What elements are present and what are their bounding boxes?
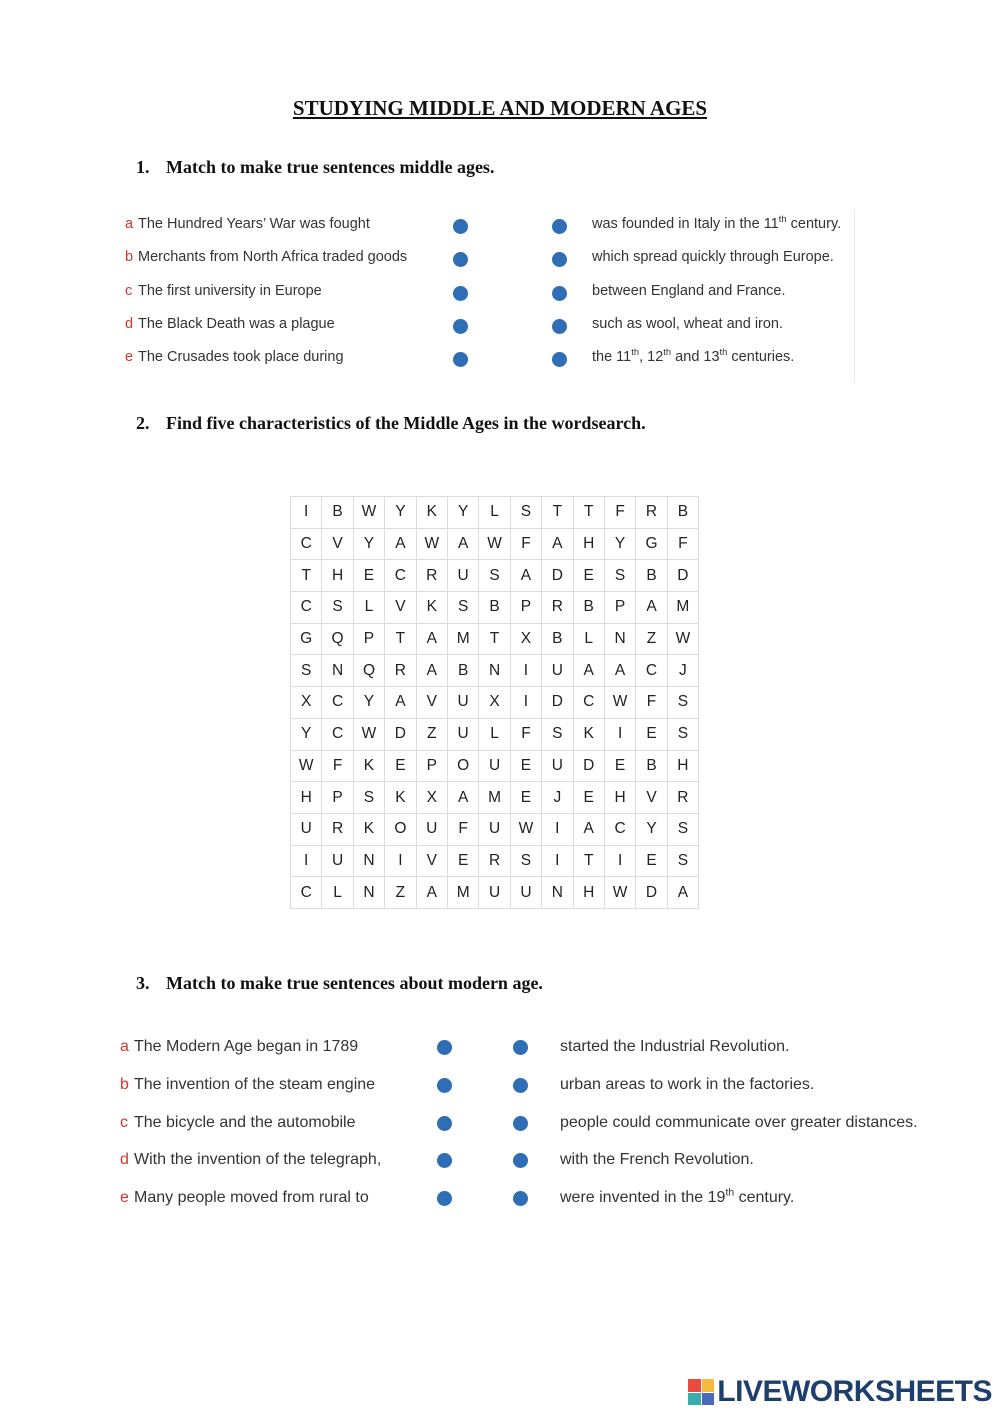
wordsearch-cell[interactable]: H: [573, 528, 604, 560]
wordsearch-cell[interactable]: O: [447, 750, 478, 782]
wordsearch-cell[interactable]: D: [542, 687, 573, 719]
wordsearch-cell[interactable]: R: [322, 813, 353, 845]
wordsearch-cell[interactable]: V: [416, 687, 447, 719]
wordsearch-cell[interactable]: C: [604, 813, 635, 845]
wordsearch-cell[interactable]: A: [416, 623, 447, 655]
wordsearch-row: [291, 528, 699, 560]
wordsearch-cell[interactable]: K: [573, 718, 604, 750]
left-connector-dot[interactable]: [453, 252, 468, 267]
wordsearch-cell[interactable]: A: [416, 877, 447, 909]
right-connector-dot[interactable]: [552, 352, 567, 367]
wordsearch-cell[interactable]: T: [573, 497, 604, 529]
wordsearch-cell[interactable]: Y: [604, 528, 635, 560]
wordsearch-cell[interactable]: U: [510, 877, 541, 909]
wordsearch-cell[interactable]: F: [604, 497, 635, 529]
wordsearch-cell[interactable]: M: [479, 782, 510, 814]
wordsearch-cell[interactable]: U: [447, 560, 478, 592]
wordsearch-cell[interactable]: L: [573, 623, 604, 655]
item-letter: c: [120, 1113, 128, 1131]
wordsearch-row: [291, 877, 699, 909]
right-connector-dot[interactable]: [513, 1040, 528, 1055]
match-row: [0, 1151, 1000, 1175]
wordsearch-cell[interactable]: O: [385, 813, 416, 845]
right-statement: such as wool, wheat and iron.: [592, 315, 784, 332]
left-statement: The Modern Age began in 1789: [134, 1038, 359, 1055]
wordsearch-cell[interactable]: J: [542, 782, 573, 814]
wordsearch-cell[interactable]: S: [667, 718, 698, 750]
section-number: 3.: [136, 973, 150, 993]
wordsearch-cell[interactable]: E: [573, 560, 604, 592]
right-statement: people could communicate over greater distances.: [560, 1113, 918, 1131]
right-connector-dot[interactable]: [513, 1116, 528, 1131]
wordsearch-cell[interactable]: X: [416, 782, 447, 814]
match-row: [0, 1076, 1000, 1100]
wordsearch-cell[interactable]: S: [322, 592, 353, 624]
wordsearch-grid: [290, 496, 699, 909]
wordsearch-cell[interactable]: K: [353, 813, 384, 845]
section-number: 2.: [136, 413, 150, 433]
wordsearch-row: [291, 750, 699, 782]
left-statement: The Crusades took place during: [138, 349, 344, 366]
wordsearch-cell[interactable]: F: [667, 528, 698, 560]
wordsearch-row: [291, 782, 699, 814]
wordsearch-cell[interactable]: D: [542, 560, 573, 592]
left-statement: The Black Death was a plague: [138, 315, 335, 332]
right-connector-dot[interactable]: [513, 1153, 528, 1168]
right-statement: which spread quickly through Europe.: [592, 249, 834, 266]
wordsearch-cell[interactable]: B: [479, 592, 510, 624]
wordsearch-cell[interactable]: W: [604, 877, 635, 909]
wordsearch-cell[interactable]: F: [636, 687, 667, 719]
section-2-heading: [136, 413, 646, 434]
wordsearch-cell[interactable]: A: [573, 655, 604, 687]
wordsearch-cell[interactable]: Y: [353, 687, 384, 719]
wordsearch-cell[interactable]: A: [447, 782, 478, 814]
wordsearch-cell[interactable]: I: [510, 655, 541, 687]
wordsearch-cell[interactable]: A: [510, 560, 541, 592]
wordsearch-cell[interactable]: Z: [385, 877, 416, 909]
left-statement: With the invention of the telegraph,: [134, 1151, 382, 1169]
wordsearch-cell[interactable]: N: [479, 655, 510, 687]
left-connector-dot[interactable]: [437, 1153, 452, 1168]
wordsearch-cell[interactable]: D: [573, 750, 604, 782]
wordsearch-cell[interactable]: T: [291, 560, 322, 592]
section-1-heading: [136, 157, 494, 178]
left-connector-dot[interactable]: [437, 1191, 452, 1206]
right-statement: was founded in Italy in the 11th century.: [592, 213, 842, 232]
wordsearch-cell[interactable]: E: [604, 750, 635, 782]
right-statement: the 11th, 12th and 13th centuries.: [592, 346, 795, 366]
wordsearch-cell[interactable]: T: [479, 623, 510, 655]
wordsearch-cell[interactable]: V: [322, 528, 353, 560]
wordsearch-cell[interactable]: P: [322, 782, 353, 814]
wordsearch-cell[interactable]: Z: [416, 718, 447, 750]
wordsearch-cell[interactable]: P: [604, 592, 635, 624]
wordsearch-cell[interactable]: H: [322, 560, 353, 592]
wordsearch-cell[interactable]: Y: [385, 497, 416, 529]
wordsearch-cell[interactable]: D: [385, 718, 416, 750]
wordsearch-cell[interactable]: P: [416, 750, 447, 782]
wordsearch-cell[interactable]: L: [479, 497, 510, 529]
wordsearch-cell[interactable]: V: [416, 845, 447, 877]
wordsearch-cell[interactable]: N: [353, 845, 384, 877]
wordsearch-cell[interactable]: I: [542, 845, 573, 877]
wordsearch-cell[interactable]: K: [416, 592, 447, 624]
right-connector-dot[interactable]: [513, 1078, 528, 1093]
divider: [854, 210, 855, 382]
wordsearch-cell[interactable]: P: [353, 623, 384, 655]
wordsearch-cell[interactable]: Q: [322, 623, 353, 655]
wordsearch-cell[interactable]: I: [542, 813, 573, 845]
wordsearch-cell[interactable]: X: [510, 623, 541, 655]
match-row: [0, 283, 1000, 307]
wordsearch-cell[interactable]: R: [667, 782, 698, 814]
wordsearch-cell[interactable]: R: [636, 497, 667, 529]
wordsearch-cell[interactable]: U: [479, 750, 510, 782]
wordsearch-cell[interactable]: S: [667, 845, 698, 877]
wordsearch-cell[interactable]: E: [510, 750, 541, 782]
right-connector-dot[interactable]: [513, 1191, 528, 1206]
wordsearch-cell[interactable]: S: [291, 655, 322, 687]
wordsearch-cell[interactable]: B: [636, 560, 667, 592]
wordsearch-cell[interactable]: P: [510, 592, 541, 624]
right-connector-dot[interactable]: [552, 286, 567, 301]
wordsearch-cell[interactable]: H: [667, 750, 698, 782]
wordsearch-cell[interactable]: U: [479, 813, 510, 845]
wordsearch-cell[interactable]: I: [291, 845, 322, 877]
right-connector-dot[interactable]: [552, 319, 567, 334]
left-statement: The bicycle and the automobile: [134, 1113, 356, 1131]
wordsearch-cell[interactable]: U: [291, 813, 322, 845]
wordsearch-cell[interactable]: S: [510, 497, 541, 529]
wordsearch-cell[interactable]: L: [479, 718, 510, 750]
wordsearch-cell[interactable]: F: [447, 813, 478, 845]
wordsearch-cell[interactable]: E: [353, 560, 384, 592]
left-connector-dot[interactable]: [453, 352, 468, 367]
wordsearch-cell[interactable]: I: [291, 497, 322, 529]
wordsearch-cell[interactable]: W: [416, 528, 447, 560]
left-connector-dot[interactable]: [437, 1078, 452, 1093]
wordsearch-cell[interactable]: N: [542, 877, 573, 909]
wordsearch-cell[interactable]: B: [573, 592, 604, 624]
item-letter: d: [120, 1151, 129, 1169]
match-row: [0, 1038, 1000, 1062]
match-row: [0, 1114, 1000, 1138]
wordsearch-cell[interactable]: C: [573, 687, 604, 719]
wordsearch-cell[interactable]: H: [573, 877, 604, 909]
wordsearch-cell[interactable]: T: [542, 497, 573, 529]
right-statement: started the Industrial Revolution.: [560, 1038, 790, 1055]
wordsearch-cell[interactable]: S: [447, 592, 478, 624]
left-statement: The first university in Europe: [138, 282, 322, 299]
wordsearch-cell[interactable]: N: [353, 877, 384, 909]
wordsearch-cell[interactable]: A: [636, 592, 667, 624]
match-row: [0, 249, 1000, 273]
wordsearch-cell[interactable]: D: [636, 877, 667, 909]
wordsearch-cell[interactable]: I: [604, 845, 635, 877]
wordsearch-cell[interactable]: K: [385, 782, 416, 814]
wordsearch-cell[interactable]: I: [510, 687, 541, 719]
left-statement: Many people moved from rural to: [134, 1189, 369, 1207]
match-row: [0, 1189, 1000, 1213]
wordsearch-cell[interactable]: W: [291, 750, 322, 782]
section-3-heading: [136, 973, 543, 994]
wordsearch-cell[interactable]: A: [667, 877, 698, 909]
wordsearch-cell[interactable]: E: [636, 718, 667, 750]
wordsearch-cell[interactable]: S: [542, 718, 573, 750]
wordsearch-cell[interactable]: S: [353, 782, 384, 814]
wordsearch-cell[interactable]: B: [322, 497, 353, 529]
section-heading-text: Match to make true sentences about modern age.: [166, 973, 543, 993]
section-heading-text: Find five characteristics of the Middle Ages in the wordsearch.: [166, 413, 646, 433]
liveworksheets-logo: [688, 1374, 992, 1410]
wordsearch-cell[interactable]: C: [291, 877, 322, 909]
wordsearch-cell[interactable]: N: [322, 655, 353, 687]
wordsearch-cell[interactable]: M: [447, 877, 478, 909]
right-connector-dot[interactable]: [552, 219, 567, 234]
wordsearch-cell[interactable]: S: [479, 560, 510, 592]
item-letter: d: [125, 315, 134, 332]
wordsearch-row: [291, 623, 699, 655]
wordsearch-cell[interactable]: M: [447, 623, 478, 655]
wordsearch-cell[interactable]: A: [542, 528, 573, 560]
left-statement: The Hundred Years’ War was fought: [138, 216, 370, 232]
wordsearch-cell[interactable]: M: [667, 592, 698, 624]
wordsearch-cell[interactable]: N: [604, 623, 635, 655]
wordsearch-cell[interactable]: F: [510, 718, 541, 750]
page-title: STUDYING MIDDLE AND MODERN AGES: [292, 96, 708, 120]
wordsearch-cell[interactable]: H: [291, 782, 322, 814]
wordsearch-cell[interactable]: C: [291, 528, 322, 560]
wordsearch-cell[interactable]: R: [542, 592, 573, 624]
wordsearch-row: [291, 497, 699, 529]
wordsearch-cell[interactable]: T: [385, 623, 416, 655]
wordsearch-row: [291, 718, 699, 750]
wordsearch-cell[interactable]: C: [636, 655, 667, 687]
wordsearch-cell[interactable]: T: [573, 845, 604, 877]
wordsearch-row: [291, 845, 699, 877]
wordsearch-cell[interactable]: W: [353, 718, 384, 750]
wordsearch-cell[interactable]: E: [636, 845, 667, 877]
wordsearch-cell[interactable]: Y: [353, 528, 384, 560]
wordsearch-cell[interactable]: V: [385, 592, 416, 624]
item-letter: b: [120, 1075, 129, 1093]
wordsearch-cell[interactable]: C: [291, 592, 322, 624]
wordsearch-cell[interactable]: E: [573, 782, 604, 814]
wordsearch-cell[interactable]: E: [385, 750, 416, 782]
match-row: [0, 316, 1000, 340]
wordsearch-cell[interactable]: S: [667, 813, 698, 845]
wordsearch-cell[interactable]: Y: [291, 718, 322, 750]
wordsearch-cell[interactable]: I: [604, 718, 635, 750]
wordsearch-cell[interactable]: E: [510, 782, 541, 814]
section-number: 1.: [136, 157, 150, 177]
wordsearch-cell[interactable]: J: [667, 655, 698, 687]
wordsearch-cell[interactable]: S: [510, 845, 541, 877]
wordsearch-cell[interactable]: U: [542, 750, 573, 782]
right-connector-dot[interactable]: [552, 252, 567, 267]
wordsearch-cell[interactable]: U: [479, 877, 510, 909]
wordsearch-cell[interactable]: B: [542, 623, 573, 655]
left-connector-dot[interactable]: [453, 219, 468, 234]
wordsearch-cell[interactable]: S: [667, 687, 698, 719]
logo-mark-icon: [688, 1379, 714, 1405]
wordsearch-cell[interactable]: Y: [447, 497, 478, 529]
wordsearch-cell[interactable]: U: [447, 687, 478, 719]
wordsearch-cell[interactable]: Q: [353, 655, 384, 687]
wordsearch-cell[interactable]: B: [636, 750, 667, 782]
wordsearch-cell[interactable]: F: [510, 528, 541, 560]
wordsearch-cell[interactable]: D: [667, 560, 698, 592]
wordsearch-cell[interactable]: U: [416, 813, 447, 845]
wordsearch-row: [291, 813, 699, 845]
wordsearch-cell[interactable]: Z: [636, 623, 667, 655]
wordsearch-cell[interactable]: B: [447, 655, 478, 687]
wordsearch-row: [291, 655, 699, 687]
wordsearch-cell[interactable]: S: [604, 560, 635, 592]
left-connector-dot[interactable]: [453, 286, 468, 301]
wordsearch-cell[interactable]: U: [542, 655, 573, 687]
wordsearch-cell[interactable]: K: [353, 750, 384, 782]
wordsearch-cell[interactable]: R: [416, 560, 447, 592]
item-letter: c: [125, 282, 133, 299]
wordsearch-cell[interactable]: W: [479, 528, 510, 560]
wordsearch-cell[interactable]: Y: [636, 813, 667, 845]
wordsearch-cell[interactable]: A: [416, 655, 447, 687]
item-letter: e: [120, 1189, 129, 1207]
wordsearch-cell[interactable]: C: [385, 560, 416, 592]
right-statement: urban areas to work in the factories.: [560, 1075, 815, 1093]
item-letter: b: [125, 249, 134, 266]
wordsearch-row: [291, 560, 699, 592]
wordsearch-cell[interactable]: E: [447, 845, 478, 877]
wordsearch-cell[interactable]: X: [291, 687, 322, 719]
wordsearch-cell[interactable]: A: [447, 528, 478, 560]
left-connector-dot[interactable]: [453, 319, 468, 334]
wordsearch-cell[interactable]: I: [385, 845, 416, 877]
wordsearch-cell[interactable]: L: [322, 877, 353, 909]
item-letter: e: [125, 349, 134, 366]
wordsearch-cell[interactable]: W: [353, 497, 384, 529]
wordsearch-cell[interactable]: A: [385, 687, 416, 719]
wordsearch-cell[interactable]: R: [479, 845, 510, 877]
wordsearch-cell[interactable]: W: [667, 623, 698, 655]
right-statement: between England and France.: [592, 282, 786, 299]
wordsearch-cell[interactable]: U: [447, 718, 478, 750]
wordsearch-cell[interactable]: A: [573, 813, 604, 845]
wordsearch-row: [291, 687, 699, 719]
section-heading-text: Match to make true sentences middle ages.: [166, 157, 495, 177]
wordsearch-cell[interactable]: X: [479, 687, 510, 719]
wordsearch-cell[interactable]: B: [667, 497, 698, 529]
item-letter: a: [125, 216, 134, 232]
item-letter: a: [120, 1038, 129, 1055]
match-row: [0, 213, 1000, 240]
wordsearch-cell[interactable]: A: [604, 655, 635, 687]
right-statement: were invented in the 19th century.: [560, 1187, 795, 1207]
right-statement: with the French Revolution.: [560, 1151, 754, 1169]
wordsearch-cell[interactable]: W: [510, 813, 541, 845]
wordsearch-cell[interactable]: C: [322, 718, 353, 750]
wordsearch-cell[interactable]: F: [322, 750, 353, 782]
wordsearch-cell[interactable]: R: [385, 655, 416, 687]
wordsearch-cell[interactable]: G: [636, 528, 667, 560]
logo-text: LIVEWORKSHEETS: [717, 1375, 992, 1408]
match-row: [0, 346, 1000, 373]
wordsearch-cell[interactable]: H: [604, 782, 635, 814]
wordsearch-cell[interactable]: K: [416, 497, 447, 529]
wordsearch-cell[interactable]: U: [322, 845, 353, 877]
wordsearch-cell[interactable]: C: [322, 687, 353, 719]
wordsearch-cell[interactable]: V: [636, 782, 667, 814]
wordsearch-cell[interactable]: W: [604, 687, 635, 719]
left-connector-dot[interactable]: [437, 1116, 452, 1131]
wordsearch-cell[interactable]: A: [385, 528, 416, 560]
left-connector-dot[interactable]: [437, 1040, 452, 1055]
left-statement: The invention of the steam engine: [134, 1075, 376, 1093]
wordsearch-cell[interactable]: G: [291, 623, 322, 655]
left-statement: Merchants from North Africa traded goods: [138, 249, 408, 266]
wordsearch-row: [291, 592, 699, 624]
wordsearch-cell[interactable]: L: [353, 592, 384, 624]
